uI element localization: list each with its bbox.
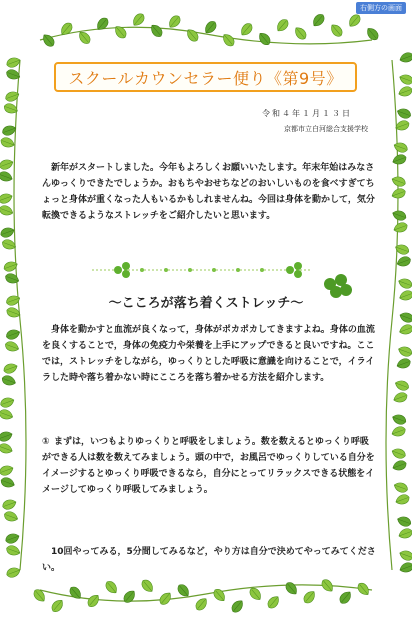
leaf-icon [0, 476, 16, 489]
leaf-icon [396, 515, 412, 528]
leaf-icon [185, 27, 201, 44]
leaf-icon [391, 459, 407, 472]
leaf-icon [113, 24, 129, 41]
leaf-icon [194, 596, 210, 613]
leaf-icon [391, 425, 407, 438]
leaf-icon [239, 21, 255, 38]
leaf-icon [0, 158, 14, 171]
leaf-icon [230, 598, 246, 615]
section-heading: ～こころが落ち着くストレッチ～ [108, 296, 304, 311]
leaf-icon [393, 481, 409, 494]
leaf-icon [2, 362, 18, 375]
leaf-icon [398, 51, 412, 64]
school-name: 京都市立白河総合支援学校 [284, 125, 368, 133]
stretch-paragraph: 身体を動かすと血流が良くなって，身体がポカポカしてきますよね。身体の血流を良くすることで，身体の免疫力や栄養を上手にアップできると良いですね。ここでは，ストレッチをしながら，ゆっくりとした呼吸に意識を向けることで，イライラした時や落ち着かない時にこころを落ち着かせる方法を紹介します。 [42, 325, 375, 383]
leaf-icon [0, 442, 14, 455]
title-box [54, 62, 357, 92]
leaf-icon [392, 391, 408, 404]
leaf-icon [394, 493, 410, 506]
leaf-icon [50, 598, 66, 615]
leaf-icon [1, 374, 17, 387]
leaf-icon [311, 12, 327, 29]
leaf-icon [397, 345, 412, 358]
leaf-icon [5, 566, 21, 579]
leaf-icon [4, 340, 20, 353]
corner-tag: 右側方の画面 [356, 2, 406, 14]
leaf-icon [4, 532, 20, 545]
leaf-icon [398, 549, 412, 562]
leaf-icon [5, 544, 21, 557]
leaf-icon [398, 561, 412, 574]
leaf-icon [149, 22, 165, 39]
leaf-icon [212, 587, 228, 604]
leaf-icon [396, 107, 412, 120]
leaf-icon [391, 175, 407, 188]
leaf-icon [140, 578, 156, 595]
leaf-icon [0, 430, 14, 443]
leaf-icon [0, 464, 14, 477]
leaf-icon [338, 589, 354, 606]
leaf-icon [0, 396, 15, 409]
leaf-icon [32, 587, 48, 604]
leaf-icon [0, 204, 14, 217]
leaf-icon [221, 32, 237, 49]
leaf-icon [396, 255, 412, 268]
leaf-icon [398, 311, 412, 324]
leaf-icon [248, 586, 264, 603]
leaf-icon [3, 510, 19, 523]
leaf-icon [329, 22, 345, 39]
leaf-icon [0, 170, 14, 183]
issue-date: 令和４年１月１３日 [262, 109, 352, 118]
leaf-icon [131, 12, 147, 29]
intro-paragraph: 新年がスタートしました。今年もよろしくお願いいたします。年末年始はみなさんゆっくりできたでしょうか。おもちやおせちなどのおいしいものを食べすぎてちょっと身体が重くなった人もいるかもしれませんね。今回は身体を動かして，気分転換できるようなストレッチをご紹介したいと思います。 [42, 163, 375, 221]
leaf-icon [398, 323, 412, 336]
leaf-icon [0, 192, 14, 205]
step-1-text: まずは，いつもよりゆっくりと呼吸をしましょう。数を数えるとゆっくり呼吸ができる人は数を数えてみましょう。頭の中で，お風呂でゆっくりしている自分をイメージするとゆっくり呼吸できるなら，自分にとってリラックスできる状態をイメージしてゆっくり呼吸してみましょう。 [42, 437, 375, 495]
leaf-icon [41, 32, 57, 49]
leaf-icon [391, 413, 407, 426]
leaf-icon [1, 498, 17, 511]
step-1-block [42, 434, 376, 498]
leaf-icon [391, 447, 407, 460]
leaf-icon [365, 26, 381, 43]
leaf-icon [392, 221, 408, 234]
leaf-icon [391, 153, 407, 166]
newsletter-title: スクールカウンセラー便り《第9号》 [68, 68, 343, 88]
leaf-icon [257, 31, 273, 48]
leaf-icon [391, 187, 407, 200]
leaf-icon [284, 580, 300, 597]
leaf-icon [396, 357, 412, 370]
leaf-icon [293, 25, 309, 42]
leaf-icon [122, 588, 138, 605]
leaf-icon [266, 594, 282, 611]
leaf-icon [167, 13, 183, 30]
closing-paragraph: 10回やってみる，5分間してみるなど，やり方は自分で決めてやってみてください。 [42, 547, 376, 573]
leaf-icon [397, 85, 412, 98]
leaf-icon [391, 209, 407, 222]
leaf-icon [5, 328, 21, 341]
leaf-icon [347, 12, 363, 29]
leaf-icon [398, 73, 412, 86]
leaf-icon [0, 408, 14, 421]
step-number: ① [42, 437, 50, 447]
leaf-icon [394, 379, 410, 392]
leaf-icon [68, 585, 84, 602]
leaf-icon [302, 589, 318, 606]
leaf-icon [203, 19, 219, 36]
leaf-icon [397, 527, 412, 540]
leaf-icon [86, 592, 102, 609]
leaf-icon [4, 272, 20, 285]
leaf-icon [0, 136, 16, 149]
leaf-icon [0, 226, 16, 239]
leaf-icon [275, 17, 291, 34]
leaf-icon [393, 141, 409, 154]
leaf-icon [397, 277, 412, 290]
leaf-icon [104, 579, 120, 596]
